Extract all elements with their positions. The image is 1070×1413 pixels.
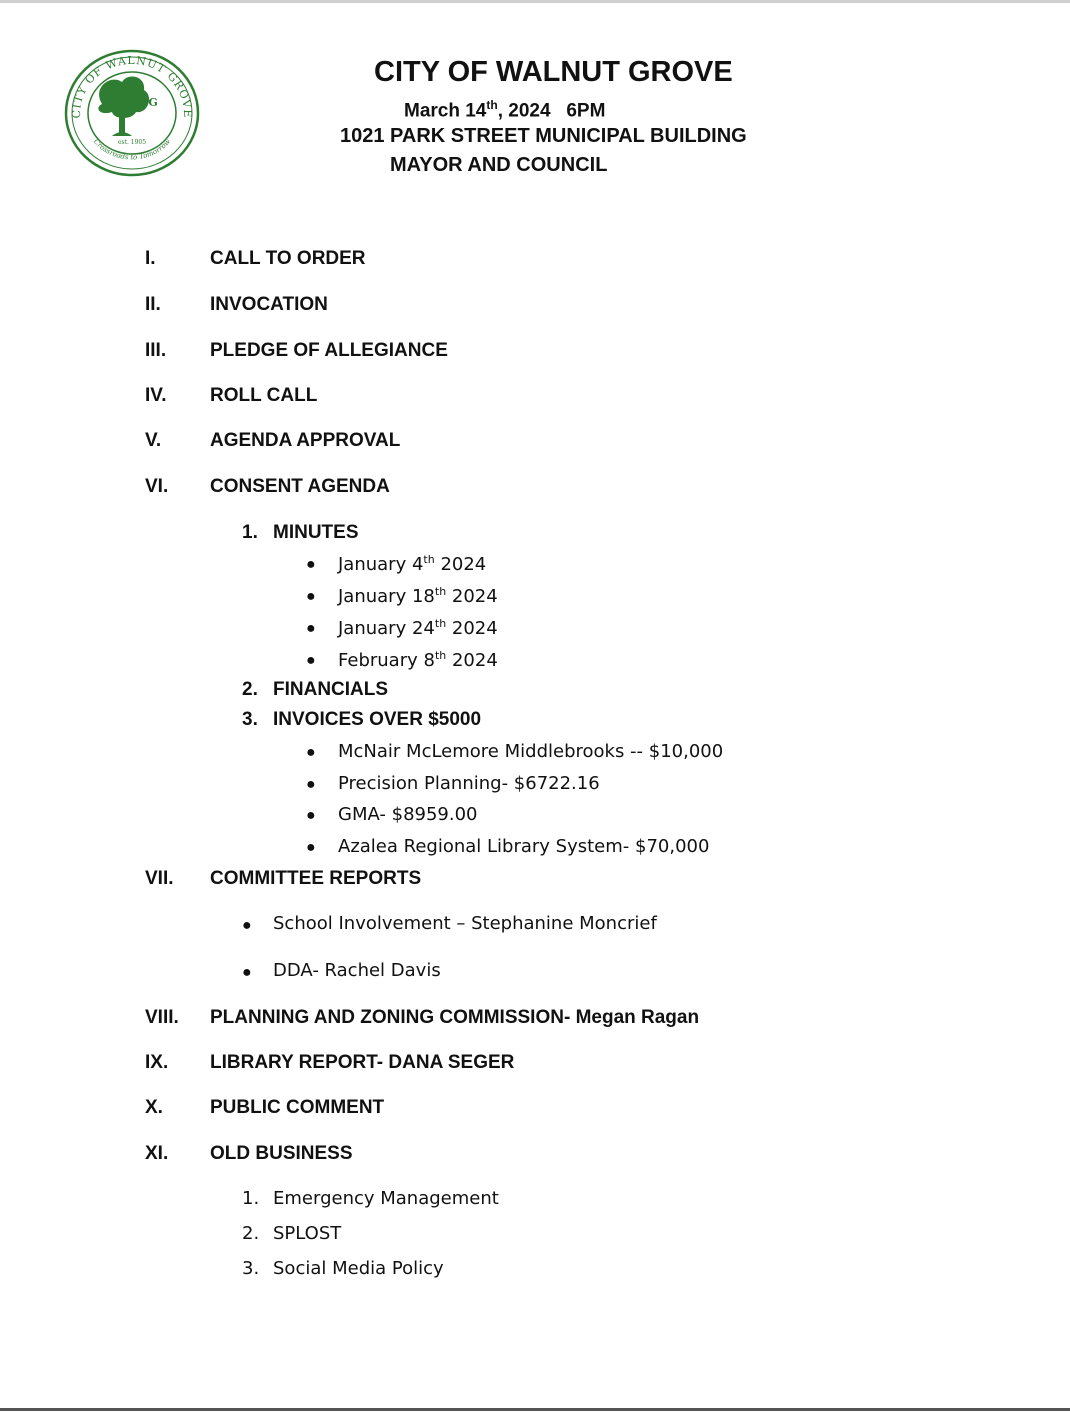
bullet-icon: ●: [306, 620, 316, 637]
subsection-invoices: INVOICES OVER $5000: [273, 709, 482, 730]
seal-ring-text: CITY OF WALNUT GROVE: [69, 53, 195, 119]
section-old-business: OLD BUSINESS: [210, 1143, 353, 1164]
old-business-number: 1.: [242, 1188, 260, 1209]
subsection-number: 2.: [242, 679, 258, 700]
old-business-item: SPLOST: [273, 1223, 342, 1244]
section-number: V.: [145, 430, 162, 451]
subsection-minutes: MINUTES: [273, 522, 359, 543]
seal-monogram: WG: [136, 96, 158, 109]
committee-item: School Involvement – Stephanine Moncrief: [273, 913, 657, 934]
section-agenda-approval: AGENDA APPROVAL: [210, 430, 401, 451]
bullet-icon: ●: [242, 964, 252, 981]
seal-est-text: est. 1905: [117, 139, 147, 146]
old-business-number: 3.: [242, 1258, 260, 1279]
section-consent-agenda: CONSENT AGENDA: [210, 476, 390, 497]
bullet-icon: ●: [306, 744, 316, 761]
page-bottom-border: [0, 1408, 1070, 1411]
minutes-item: January 24th 2024: [338, 617, 498, 639]
section-roll-call: ROLL CALL: [210, 385, 318, 406]
bullet-icon: ●: [306, 776, 316, 793]
subsection-number: 3.: [242, 709, 258, 730]
subsection-financials: FINANCIALS: [273, 679, 389, 700]
old-business-item: Social Media Policy: [273, 1258, 444, 1279]
committee-item: DDA- Rachel Davis: [273, 960, 441, 981]
page-top-border: [0, 0, 1070, 3]
section-number: VIII.: [145, 1007, 179, 1028]
section-number: I.: [145, 248, 156, 269]
bullet-icon: ●: [306, 807, 316, 824]
section-number: X.: [145, 1097, 163, 1118]
meeting-date: March 14th, 2024 6PM: [404, 98, 606, 122]
bullet-icon: ●: [306, 556, 316, 573]
section-number: VII.: [145, 868, 174, 889]
section-number: IX.: [145, 1052, 169, 1073]
section-number: III.: [145, 340, 167, 361]
meeting-body: MAYOR AND COUNCIL: [390, 154, 608, 176]
section-number: XI.: [145, 1143, 169, 1164]
minutes-item: February 8th 2024: [338, 649, 498, 671]
old-business-item: Emergency Management: [273, 1188, 499, 1209]
section-number: VI.: [145, 476, 169, 497]
bullet-icon: ●: [306, 839, 316, 856]
section-library-report: LIBRARY REPORT- DANA SEGER: [210, 1052, 515, 1073]
city-seal-logo: [62, 48, 202, 178]
bullet-icon: ●: [306, 652, 316, 669]
minutes-item: January 18th 2024: [338, 585, 498, 607]
document-title: CITY OF WALNUT GROVE: [374, 56, 733, 88]
invoice-item: Azalea Regional Library System- $70,000: [338, 836, 710, 857]
section-public-comment: PUBLIC COMMENT: [210, 1097, 385, 1118]
invoice-item: GMA- $8959.00: [338, 804, 478, 825]
bullet-icon: ●: [242, 917, 252, 934]
section-committee-reports: COMMITTEE REPORTS: [210, 868, 422, 889]
subsection-number: 1.: [242, 522, 258, 543]
section-call-to-order: CALL TO ORDER: [210, 248, 366, 269]
seal-motto-text: Crossroads to Tomorrow: [91, 137, 173, 162]
section-planning-zoning: PLANNING AND ZONING COMMISSION- Megan Ragan: [210, 1007, 700, 1028]
meeting-address: 1021 PARK STREET MUNICIPAL BUILDING: [340, 125, 747, 147]
section-number: IV.: [145, 385, 167, 406]
invoice-item: McNair McLemore Middlebrooks -- $10,000: [338, 741, 724, 762]
invoice-item: Precision Planning- $6722.16: [338, 773, 600, 794]
minutes-item: January 4th 2024: [338, 553, 487, 575]
section-invocation: INVOCATION: [210, 294, 328, 315]
section-number: II.: [145, 294, 161, 315]
bullet-icon: ●: [306, 588, 316, 605]
old-business-number: 2.: [242, 1223, 260, 1244]
section-pledge: PLEDGE OF ALLEGIANCE: [210, 340, 448, 361]
